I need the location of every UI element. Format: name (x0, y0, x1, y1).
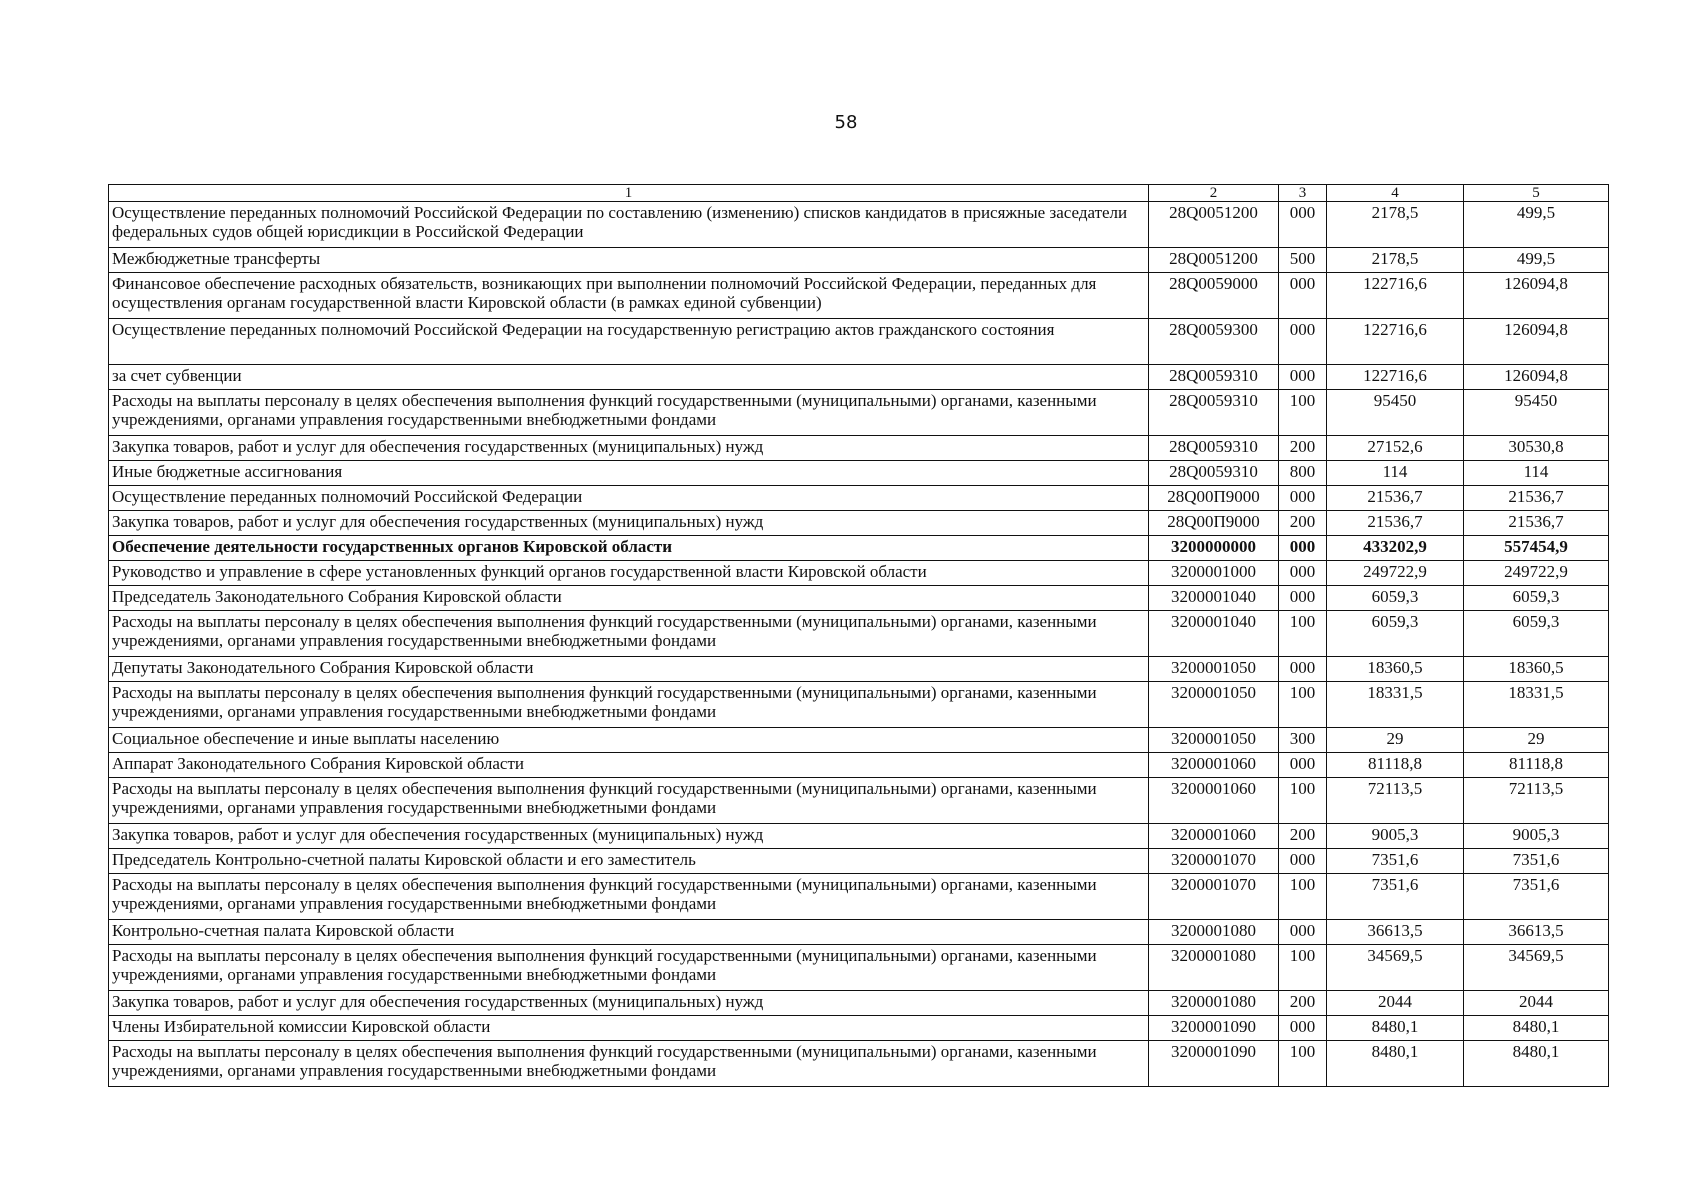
row-value-4-cell: 34569,5 (1327, 945, 1464, 991)
row-type-cell: 100 (1279, 390, 1327, 436)
row-value-5-cell: 34569,5 (1464, 945, 1609, 991)
row-value-5-cell: 36613,5 (1464, 920, 1609, 945)
row-code-cell: 28Q0051200 (1149, 202, 1279, 248)
row-type-cell: 800 (1279, 461, 1327, 486)
table-row (109, 874, 1609, 920)
table-row (109, 778, 1609, 824)
row-code-cell: 3200001050 (1149, 682, 1279, 728)
row-type-cell: 200 (1279, 436, 1327, 461)
row-type-cell: 000 (1279, 586, 1327, 611)
row-value-5-cell: 8480,1 (1464, 1041, 1609, 1087)
row-value-4-cell: 29 (1327, 728, 1464, 753)
row-type-cell: 000 (1279, 753, 1327, 778)
row-name-cell: Обеспечение деятельности государственных органов Кировской области (109, 536, 1149, 561)
header-col-4: 4 (1327, 185, 1464, 202)
row-type-cell: 000 (1279, 1016, 1327, 1041)
table-row (109, 728, 1609, 753)
row-value-5-cell: 2044 (1464, 991, 1609, 1016)
row-value-5-cell: 126094,8 (1464, 273, 1609, 319)
row-code-cell: 3200001070 (1149, 874, 1279, 920)
row-name-cell: Аппарат Законодательного Собрания Кировской области (109, 753, 1149, 778)
row-value-4-cell: 21536,7 (1327, 486, 1464, 511)
row-value-4-cell: 6059,3 (1327, 611, 1464, 657)
row-name-cell: Расходы на выплаты персоналу в целях обеспечения выполнения функций государственными (муниципальными) органами, казенными учреждениями, органами управления государственными внебюджетными фондами (109, 1041, 1149, 1087)
row-value-5-cell: 18360,5 (1464, 657, 1609, 682)
header-col-5: 5 (1464, 185, 1609, 202)
row-type-cell: 000 (1279, 486, 1327, 511)
row-value-4-cell: 27152,6 (1327, 436, 1464, 461)
row-code-cell: 3200001080 (1149, 920, 1279, 945)
row-name-cell: Закупка товаров, работ и услуг для обеспечения государственных (муниципальных) нужд (109, 824, 1149, 849)
row-value-4-cell: 122716,6 (1327, 319, 1464, 365)
table-row (109, 1041, 1609, 1087)
row-name-cell: Расходы на выплаты персоналу в целях обеспечения выполнения функций государственными (муниципальными) органами, казенными учреждениями, органами управления государственными внебюджетными фондами (109, 682, 1149, 728)
header-row (109, 185, 1609, 202)
row-name-cell: Иные бюджетные ассигнования (109, 461, 1149, 486)
row-name-cell: Закупка товаров, работ и услуг для обеспечения государственных (муниципальных) нужд (109, 991, 1149, 1016)
table-body (109, 202, 1609, 1087)
row-value-5-cell: 126094,8 (1464, 319, 1609, 365)
table-row (109, 945, 1609, 991)
row-value-5-cell: 29 (1464, 728, 1609, 753)
row-value-5-cell: 30530,8 (1464, 436, 1609, 461)
row-value-4-cell: 81118,8 (1327, 753, 1464, 778)
table-row (109, 657, 1609, 682)
row-value-5-cell: 21536,7 (1464, 486, 1609, 511)
row-type-cell: 000 (1279, 561, 1327, 586)
row-code-cell: 3200001090 (1149, 1041, 1279, 1087)
row-code-cell: 3200001060 (1149, 778, 1279, 824)
row-value-4-cell: 21536,7 (1327, 511, 1464, 536)
row-type-cell: 200 (1279, 991, 1327, 1016)
row-name-cell: Финансовое обеспечение расходных обязательств, возникающих при выполнении полномочий Российской Федерации, переданных для осуществления органам государственной власти Кировской области (в рамках единой субвенции) (109, 273, 1149, 319)
row-value-4-cell: 114 (1327, 461, 1464, 486)
table-row (109, 511, 1609, 536)
row-value-4-cell: 18331,5 (1327, 682, 1464, 728)
row-value-5-cell: 81118,8 (1464, 753, 1609, 778)
row-name-cell: Расходы на выплаты персоналу в целях обеспечения выполнения функций государственными (муниципальными) органами, казенными учреждениями, органами управления государственными внебюджетными фондами (109, 945, 1149, 991)
header-col-2: 2 (1149, 185, 1279, 202)
row-type-cell: 000 (1279, 273, 1327, 319)
row-value-4-cell: 433202,9 (1327, 536, 1464, 561)
row-value-5-cell: 72113,5 (1464, 778, 1609, 824)
row-code-cell: 3200001070 (1149, 849, 1279, 874)
row-name-cell: Межбюджетные трансферты (109, 248, 1149, 273)
row-code-cell: 3200001040 (1149, 611, 1279, 657)
row-code-cell: 3200001060 (1149, 753, 1279, 778)
row-code-cell: 3200001050 (1149, 728, 1279, 753)
table-row (109, 536, 1609, 561)
row-value-4-cell: 6059,3 (1327, 586, 1464, 611)
row-name-cell: за счет субвенции (109, 365, 1149, 390)
row-value-5-cell: 7351,6 (1464, 874, 1609, 920)
row-type-cell: 200 (1279, 824, 1327, 849)
row-type-cell: 000 (1279, 920, 1327, 945)
row-name-cell: Осуществление переданных полномочий Российской Федерации на государственную регистрацию актов гражданского состояния (109, 319, 1149, 365)
row-code-cell: 28Q0059000 (1149, 273, 1279, 319)
row-name-cell: Расходы на выплаты персоналу в целях обеспечения выполнения функций государственными (муниципальными) органами, казенными учреждениями, органами управления государственными внебюджетными фондами (109, 390, 1149, 436)
row-value-5-cell: 95450 (1464, 390, 1609, 436)
row-value-4-cell: 122716,6 (1327, 273, 1464, 319)
row-value-4-cell: 122716,6 (1327, 365, 1464, 390)
row-value-4-cell: 8480,1 (1327, 1016, 1464, 1041)
row-value-5-cell: 6059,3 (1464, 611, 1609, 657)
table-row (109, 390, 1609, 436)
table-row (109, 273, 1609, 319)
row-value-4-cell: 2178,5 (1327, 202, 1464, 248)
row-name-cell: Расходы на выплаты персоналу в целях обеспечения выполнения функций государственными (муниципальными) органами, казенными учреждениями, органами управления государственными внебюджетными фондами (109, 874, 1149, 920)
row-type-cell: 300 (1279, 728, 1327, 753)
row-value-5-cell: 6059,3 (1464, 586, 1609, 611)
row-value-5-cell: 557454,9 (1464, 536, 1609, 561)
row-code-cell: 28Q0059310 (1149, 365, 1279, 390)
row-type-cell: 500 (1279, 248, 1327, 273)
row-code-cell: 28Q0059310 (1149, 461, 1279, 486)
row-value-4-cell: 7351,6 (1327, 849, 1464, 874)
table-row (109, 202, 1609, 248)
row-code-cell: 3200001050 (1149, 657, 1279, 682)
row-value-5-cell: 8480,1 (1464, 1016, 1609, 1041)
row-type-cell: 100 (1279, 778, 1327, 824)
budget-table (108, 184, 1609, 1087)
row-type-cell: 000 (1279, 202, 1327, 248)
row-value-5-cell: 114 (1464, 461, 1609, 486)
row-type-cell: 100 (1279, 611, 1327, 657)
row-value-5-cell: 21536,7 (1464, 511, 1609, 536)
row-code-cell: 28Q0059310 (1149, 436, 1279, 461)
table-row (109, 486, 1609, 511)
table-row (109, 753, 1609, 778)
table-row (109, 1016, 1609, 1041)
row-type-cell: 000 (1279, 536, 1327, 561)
row-value-4-cell: 72113,5 (1327, 778, 1464, 824)
table-row (109, 436, 1609, 461)
row-name-cell: Осуществление переданных полномочий Российской Федерации по составлению (изменению) списков кандидатов в присяжные заседатели федеральных судов общей юрисдикции в Российской Федерации (109, 202, 1149, 248)
table-row (109, 611, 1609, 657)
row-value-5-cell: 499,5 (1464, 202, 1609, 248)
row-type-cell: 100 (1279, 682, 1327, 728)
table-row (109, 319, 1609, 365)
row-type-cell: 100 (1279, 874, 1327, 920)
row-value-4-cell: 95450 (1327, 390, 1464, 436)
row-name-cell: Председатель Контрольно-счетной палаты Кировской области и его заместитель (109, 849, 1149, 874)
row-code-cell: 3200001000 (1149, 561, 1279, 586)
row-type-cell: 000 (1279, 319, 1327, 365)
header-col-1: 1 (109, 185, 1149, 202)
row-value-4-cell: 249722,9 (1327, 561, 1464, 586)
table-row (109, 248, 1609, 273)
row-name-cell: Закупка товаров, работ и услуг для обеспечения государственных (муниципальных) нужд (109, 436, 1149, 461)
row-code-cell: 3200001040 (1149, 586, 1279, 611)
table-row (109, 365, 1609, 390)
row-type-cell: 100 (1279, 945, 1327, 991)
row-type-cell: 100 (1279, 1041, 1327, 1087)
row-name-cell: Социальное обеспечение и иные выплаты населению (109, 728, 1149, 753)
row-code-cell: 3200001090 (1149, 1016, 1279, 1041)
row-code-cell: 3200000000 (1149, 536, 1279, 561)
row-name-cell: Контрольно-счетная палата Кировской области (109, 920, 1149, 945)
row-code-cell: 3200001060 (1149, 824, 1279, 849)
row-value-4-cell: 9005,3 (1327, 824, 1464, 849)
row-value-5-cell: 18331,5 (1464, 682, 1609, 728)
row-name-cell: Расходы на выплаты персоналу в целях обеспечения выполнения функций государственными (муниципальными) органами, казенными учреждениями, органами управления государственными внебюджетными фондами (109, 778, 1149, 824)
row-code-cell: 3200001080 (1149, 945, 1279, 991)
row-value-4-cell: 2044 (1327, 991, 1464, 1016)
table-row (109, 561, 1609, 586)
row-code-cell: 28Q0059300 (1149, 319, 1279, 365)
row-type-cell: 000 (1279, 657, 1327, 682)
table-row (109, 682, 1609, 728)
table-row (109, 849, 1609, 874)
row-code-cell: 28Q00П9000 (1149, 486, 1279, 511)
row-value-4-cell: 2178,5 (1327, 248, 1464, 273)
row-value-5-cell: 9005,3 (1464, 824, 1609, 849)
table-row (109, 586, 1609, 611)
table-row (109, 461, 1609, 486)
row-value-5-cell: 126094,8 (1464, 365, 1609, 390)
row-code-cell: 3200001080 (1149, 991, 1279, 1016)
row-code-cell: 28Q00П9000 (1149, 511, 1279, 536)
row-name-cell: Депутаты Законодательного Собрания Кировской области (109, 657, 1149, 682)
row-value-4-cell: 36613,5 (1327, 920, 1464, 945)
row-value-5-cell: 7351,6 (1464, 849, 1609, 874)
row-type-cell: 000 (1279, 365, 1327, 390)
row-value-4-cell: 7351,6 (1327, 874, 1464, 920)
table-row (109, 920, 1609, 945)
row-code-cell: 28Q0051200 (1149, 248, 1279, 273)
row-name-cell: Члены Избирательной комиссии Кировской области (109, 1016, 1149, 1041)
row-value-5-cell: 249722,9 (1464, 561, 1609, 586)
row-type-cell: 200 (1279, 511, 1327, 536)
row-name-cell: Закупка товаров, работ и услуг для обеспечения государственных (муниципальных) нужд (109, 511, 1149, 536)
header-col-3: 3 (1279, 185, 1327, 202)
row-value-5-cell: 499,5 (1464, 248, 1609, 273)
row-code-cell: 28Q0059310 (1149, 390, 1279, 436)
table-row (109, 991, 1609, 1016)
row-name-cell: Руководство и управление в сфере установленных функций органов государственной власти Кировской области (109, 561, 1149, 586)
table-row (109, 824, 1609, 849)
row-value-4-cell: 8480,1 (1327, 1041, 1464, 1087)
row-name-cell: Председатель Законодательного Собрания Кировской области (109, 586, 1149, 611)
row-value-4-cell: 18360,5 (1327, 657, 1464, 682)
row-type-cell: 000 (1279, 849, 1327, 874)
row-name-cell: Осуществление переданных полномочий Российской Федерации (109, 486, 1149, 511)
row-name-cell: Расходы на выплаты персоналу в целях обеспечения выполнения функций государственными (муниципальными) органами, казенными учреждениями, органами управления государственными внебюджетными фондами (109, 611, 1149, 657)
page-number: 58 (834, 112, 858, 133)
